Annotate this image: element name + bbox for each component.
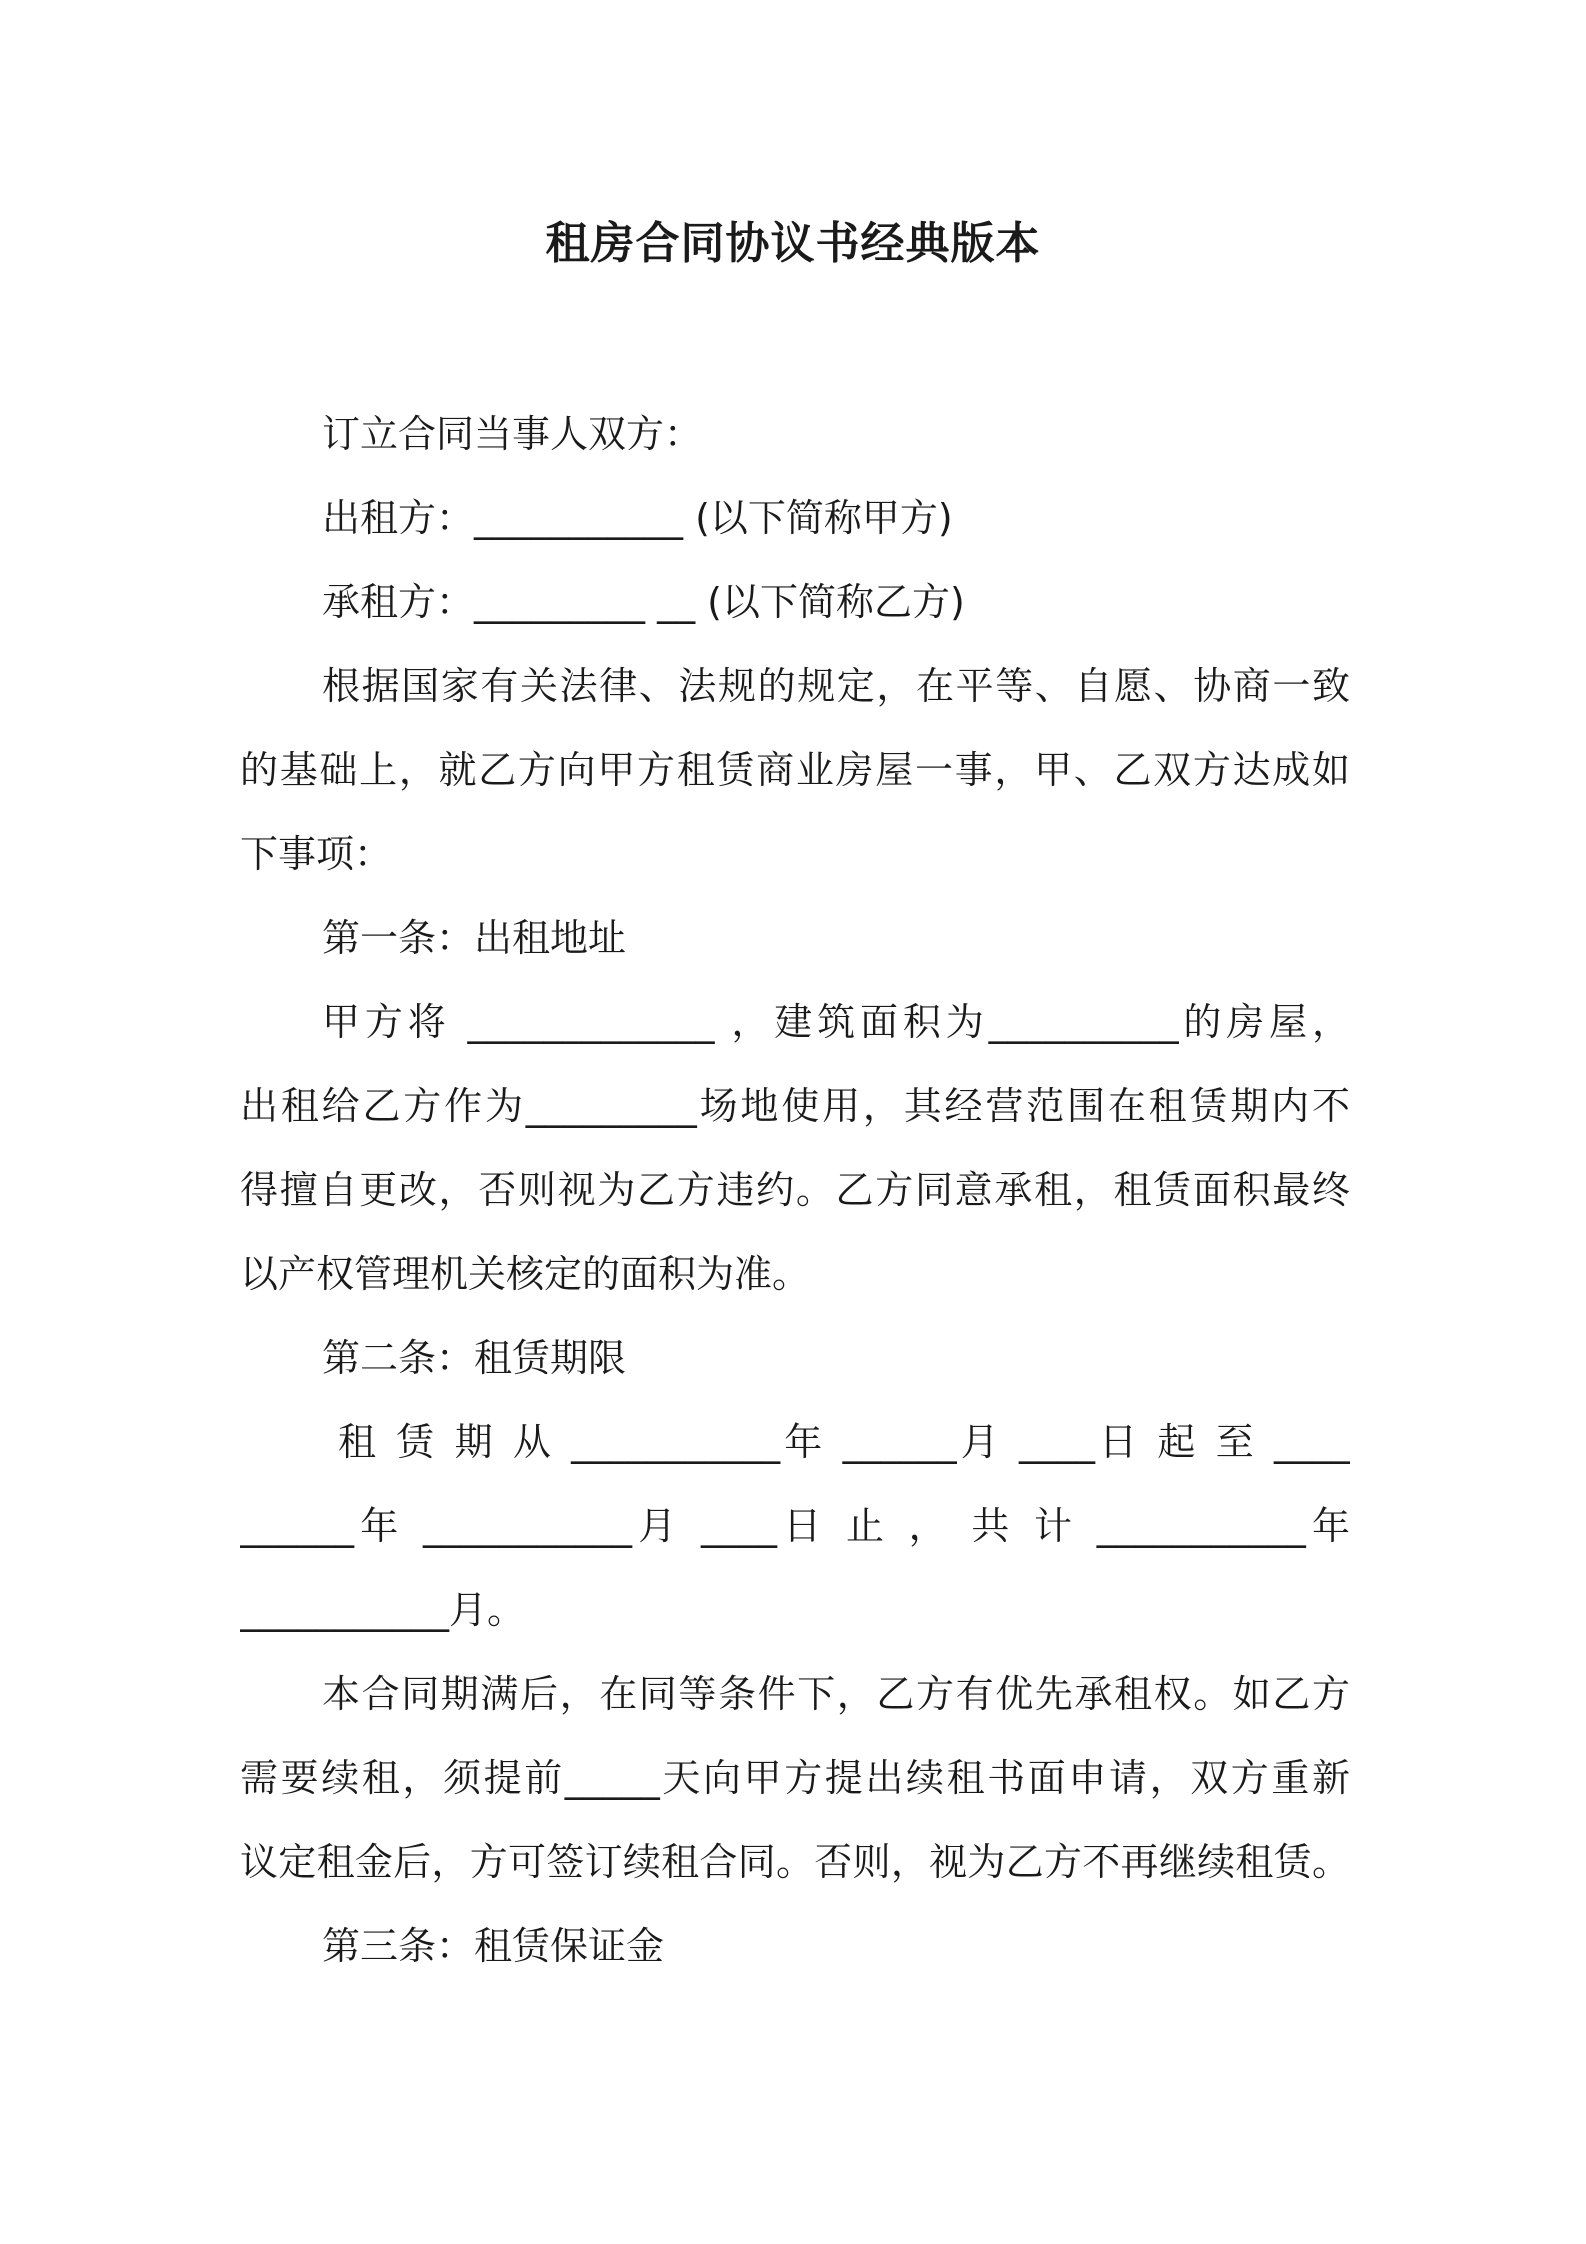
document-title: 租房合同协议书经典版本 <box>545 218 1041 269</box>
renewal-line-3: 议定租金后，方可签订续租合同。否则，视为乙方不再继续租赁。 <box>240 1840 1350 1884</box>
article-3-heading: 第三条：租赁保证金 <box>322 1924 665 1968</box>
article-2-heading: 第二条：租赁期限 <box>322 1336 627 1380</box>
article-1-line-4: 以产权管理机关核定的面积为准。 <box>240 1252 811 1296</box>
article-2-line-3: ___________月。 <box>240 1588 526 1632</box>
lessor-line: 出租方：___________ (以下简称甲方) <box>322 496 953 540</box>
preamble-line-2: 的基础上，就乙方向甲方租赁商业房屋一事，甲、乙双方达成如 <box>240 748 1350 792</box>
article-1-heading: 第一条：出租地址 <box>322 916 627 960</box>
article-2-line-2: ______年 ___________月 ____日 止 ， 共 计 ___________年 <box>240 1504 1350 1548</box>
article-1-line-2: 出租给乙方作为_________场地使用，其经营范围在租赁期内不 <box>240 1084 1350 1128</box>
article-2-line-1: 租 赁 期 从 ___________年 ______月 ____日 起 至 ____ <box>338 1420 1350 1464</box>
renewal-line-2: 需要续租，须提前_____天向甲方提出续租书面申请，双方重新 <box>240 1756 1350 1800</box>
parties-heading: 订立合同当事人双方： <box>322 412 703 456</box>
preamble-line-3: 下事项： <box>240 832 393 876</box>
article-1-line-3: 得擅自更改，否则视为乙方违约。乙方同意承租，租赁面积最终 <box>240 1168 1350 1212</box>
lessee-line: 承租方：_________ __ (以下简称乙方) <box>322 580 965 624</box>
renewal-line-1: 本合同期满后，在同等条件下，乙方有优先承租权。如乙方 <box>322 1672 1350 1716</box>
article-1-line-1: 甲方将 _____________ ，建筑面积为__________的房屋， <box>322 1000 1350 1044</box>
preamble-line-1: 根据国家有关法律、法规的规定，在平等、自愿、协商一致 <box>322 664 1350 708</box>
